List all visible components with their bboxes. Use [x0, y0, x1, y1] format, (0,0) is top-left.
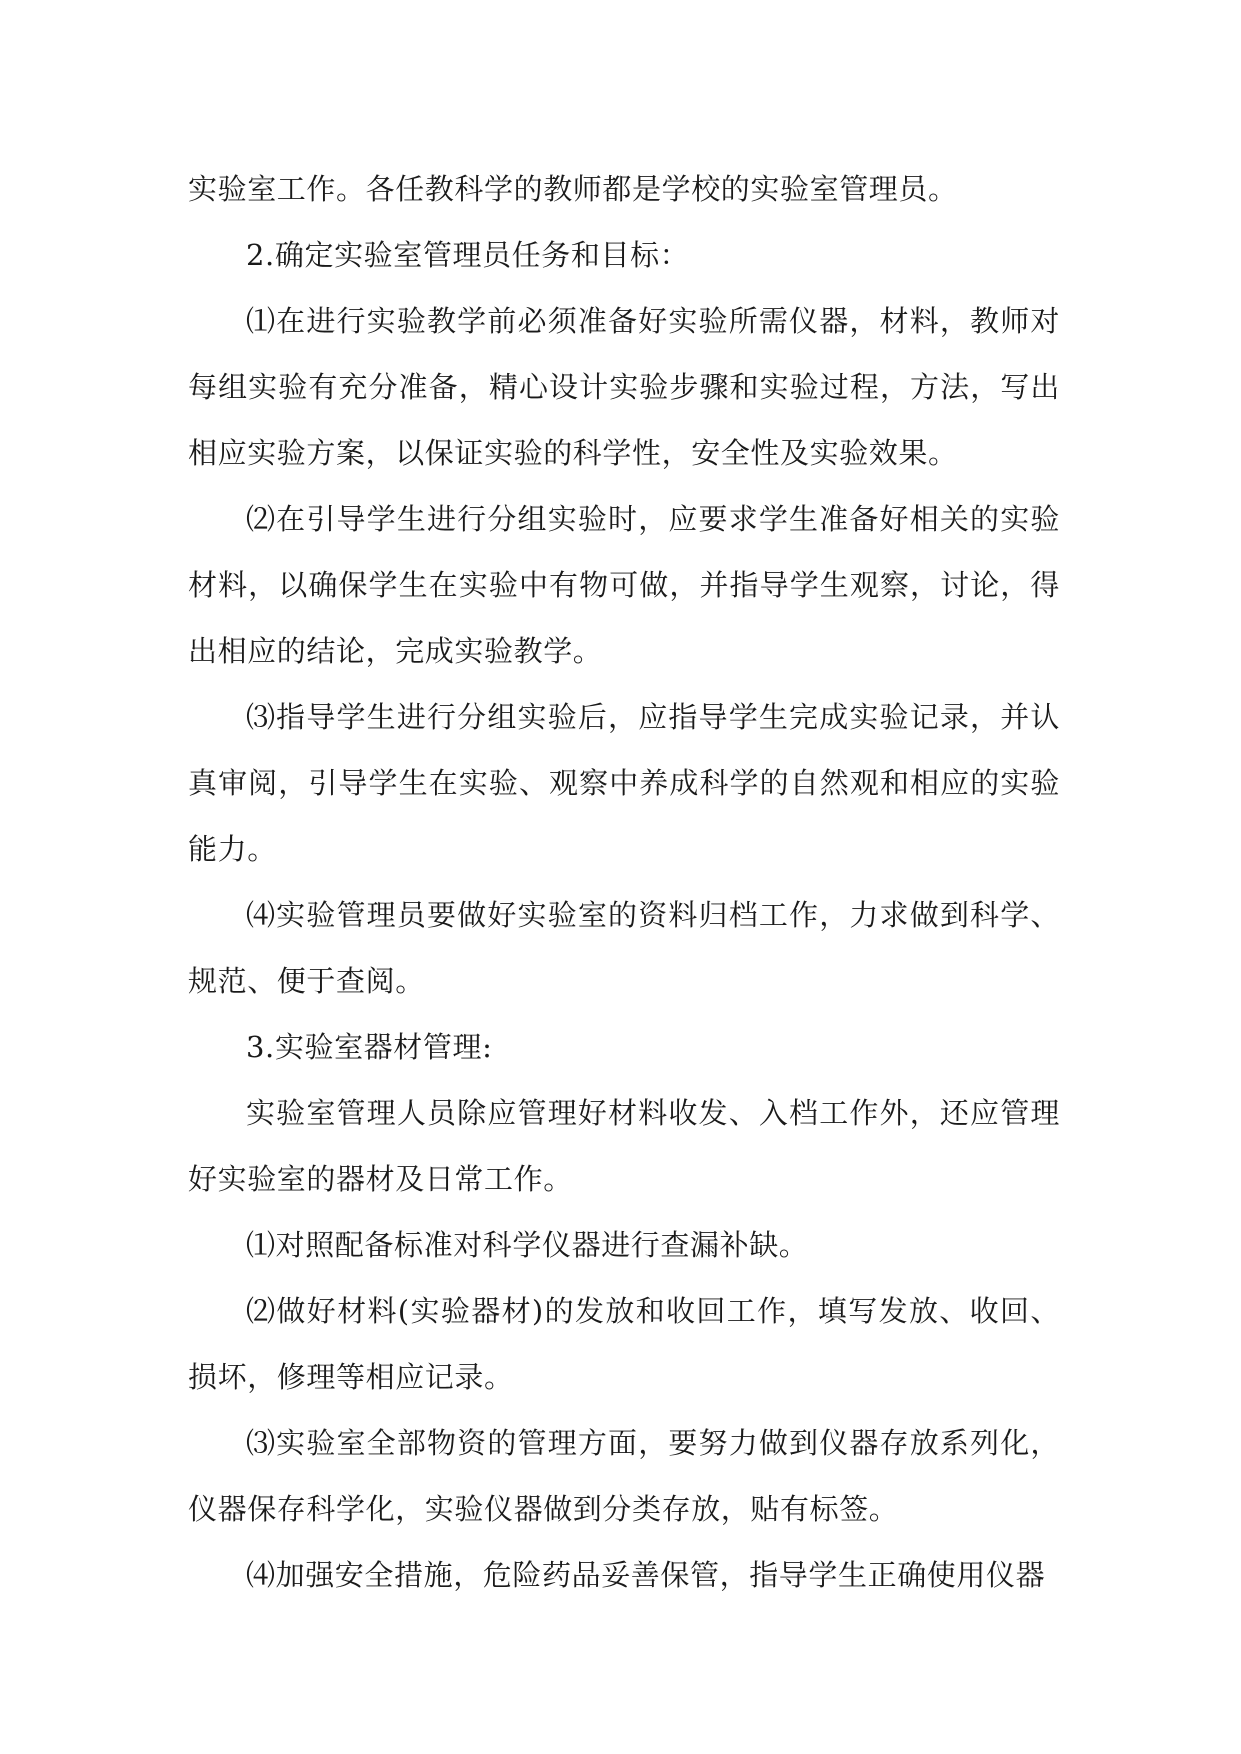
paragraph: ⑵做好材料(实验器材)的发放和收回工作，填写发放、收回、损坏，修理等相应记录。 [188, 1294, 1060, 1394]
section-heading-2: 2.确定实验室管理员任务和目标： [246, 238, 690, 272]
paragraph: ⑶实验室全部物资的管理方面，要努力做到仪器存放系列化，仪器保存科学化，实验仪器做到分类存放，贴有标签。 [188, 1426, 1060, 1526]
section-heading-3: 3.实验室器材管理: [246, 1030, 493, 1064]
paragraph: ⑴对照配备标准对科学仪器进行查漏补缺。 [246, 1228, 809, 1262]
paragraph: ⑷加强安全措施，危险药品妥善保管，指导学生正确使用仪器 [246, 1558, 1046, 1592]
document-body [188, 156, 1060, 1608]
paragraph: 实验室管理人员除应管理好材料收发、入档工作外，还应管理好实验室的器材及日常工作。 [188, 1096, 1060, 1196]
paragraph: ⑶指导学生进行分组实验后，应指导学生完成实验记录，并认真审阅，引导学生在实验、观察中养成科学的自然观和相应的实验能力。 [188, 700, 1060, 866]
paragraph: ⑷实验管理员要做好实验室的资料归档工作，力求做到科学、规范、便于查阅。 [188, 898, 1060, 998]
paragraph: 实验室工作。各任教科学的教师都是学校的实验室管理员。 [188, 172, 958, 206]
paragraph: ⑴在进行实验教学前必须准备好实验所需仪器，材料，教师对每组实验有充分准备，精心设计实验步骤和实验过程，方法，写出相应实验方案，以保证实验的科学性，安全性及实验效果。 [188, 304, 1060, 470]
paragraph: ⑵在引导学生进行分组实验时，应要求学生准备好相关的实验材料，以确保学生在实验中有物可做，并指导学生观察，讨论，得出相应的结论，完成实验教学。 [188, 502, 1060, 668]
